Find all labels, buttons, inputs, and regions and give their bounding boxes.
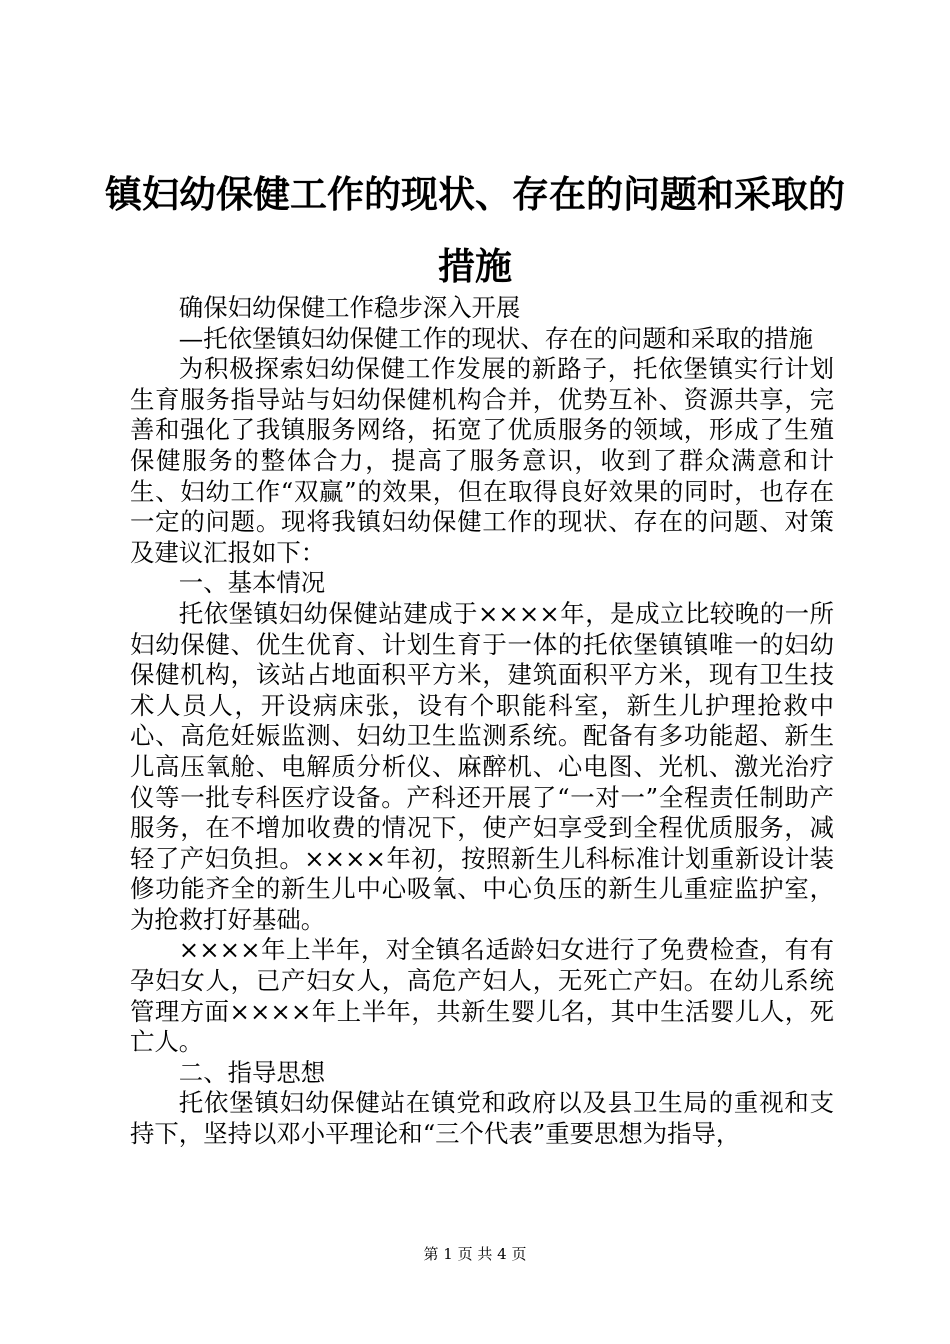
page-footer: 第 1 页 共 4 页 [423,1245,527,1263]
document-body [130,293,834,1150]
section-heading-1: 一、基本情况 [178,568,326,598]
paragraph-statistics: ××××年上半年，对全镇名适龄妇女进行了免费检查，有有孕妇女人，已产妇女人，高危产妇人，无死亡产妇。在幼儿系统管理方面××××年上半年，共新生婴儿名，其中生活婴儿人，死亡人。 [130,935,834,1057]
paragraph-guiding: 托依堡镇妇幼保健站在镇党和政府以及县卫生局的重视和支持下，坚持以邓小平理论和“三个代表”重要思想为指导， [130,1088,834,1149]
subtitle-line: 确保妇幼保健工作稳步深入开展 [178,293,521,322]
paragraph-intro: 为积极探索妇幼保健工作发展的新路子，托依堡镇实行计划生育服务指导站与妇幼保健机构合并，优势互补、资源共享，完善和强化了我镇服务网络，拓宽了优质服务的领域，形成了生殖保健服务的整体合力，提高了服务意识，收到了群众满意和计生、妇幼工作“双赢”的效果，但在取得良好效果的同时，也存在一定的问题。现将我镇妇幼保健工作的现状、存在的问题、对策及建议汇报如下： [130,354,834,567]
subtitle-line-2: —托依堡镇妇幼保健工作的现状、存在的问题和采取的措施 [178,323,813,353]
document-title: 镇妇幼保健工作的现状、存在的问题和采取的措施 [105,172,845,288]
section-heading-2: 二、指导思想 [178,1057,326,1087]
paragraph-basic-info: 托依堡镇妇幼保健站建成于××××年，是成立比较晚的一所妇幼保健、优生优育、计划生育于一体的托依堡镇镇唯一的妇幼保健机构，该站占地面积平方米，建筑面积平方米，现有卫生技术人员人，开设病床张，设有个职能科室，新生儿护理抢救中心、高危妊娠监测、妇幼卫生监测系统。配备有多功能超、新生儿高压氧舱、电解质分析仪、麻醉机、心电图、光机、激光治疗仪等一批专科医疗设备。产科还开展了“一对一”全程责任制助产服务，在不增加收费的情况下，使产妇享受到全程优质服务，减轻了产妇负担。××××年初，按照新生儿科标准计划重新设计装修功能齐全的新生儿中心吸氧、中心负压的新生儿重症监护室，为抢救打好基础。 [130,598,834,934]
